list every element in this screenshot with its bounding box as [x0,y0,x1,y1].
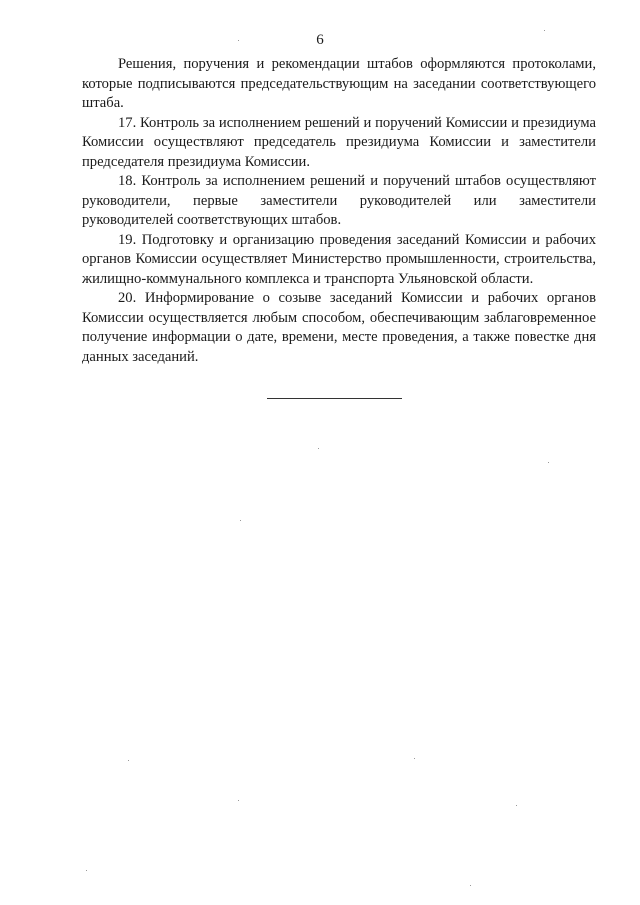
page-number: 6 [316,32,324,48]
scan-speck [128,760,129,761]
paragraph-protocols: Решения, поручения и рекомендации штабов оформляются протоколами, которые подписываются председательствующим на заседании соответствующего штаба. [82,56,596,111]
paragraph-20-meeting-notification: 20. Информирование о созыве заседаний Комиссии и рабочих органов Комиссии осуществляется любым способом, обеспечивающим заблаговременное получение информации о дате, времени, месте проведения, а также повестке дня данных заседаний. [82,290,596,365]
scan-speck [548,462,549,463]
document-body [82,55,596,367]
scan-speck [414,758,415,759]
scan-speck [240,520,241,521]
scan-speck [470,885,471,886]
end-of-document-rule [267,398,402,399]
scan-speck [318,448,319,449]
scan-speck [238,800,239,801]
paragraph-19-meeting-preparation: 19. Подготовку и организацию проведения заседаний Комиссии и рабочих органов Комиссии осуществляет Министерство промышленности, строительства, жилищно-коммунального комплекса и транспорта Ульяновской области. [82,231,596,287]
paragraph-18-control-headquarters: 18. Контроль за исполнением решений и поручений штабов осуществляют руководители, первые заместители руководителей или заместители руководителей соответствующих штабов. [82,173,596,228]
scan-speck [86,870,87,871]
scan-speck [516,805,517,806]
paragraph-17-control-commission: 17. Контроль за исполнением решений и поручений Комиссии и президиума Комиссии осуществляют председатель президиума Комиссии и заместители председателя президиума Комиссии. [82,114,596,170]
scan-speck [544,30,545,31]
scan-speck [238,40,239,41]
